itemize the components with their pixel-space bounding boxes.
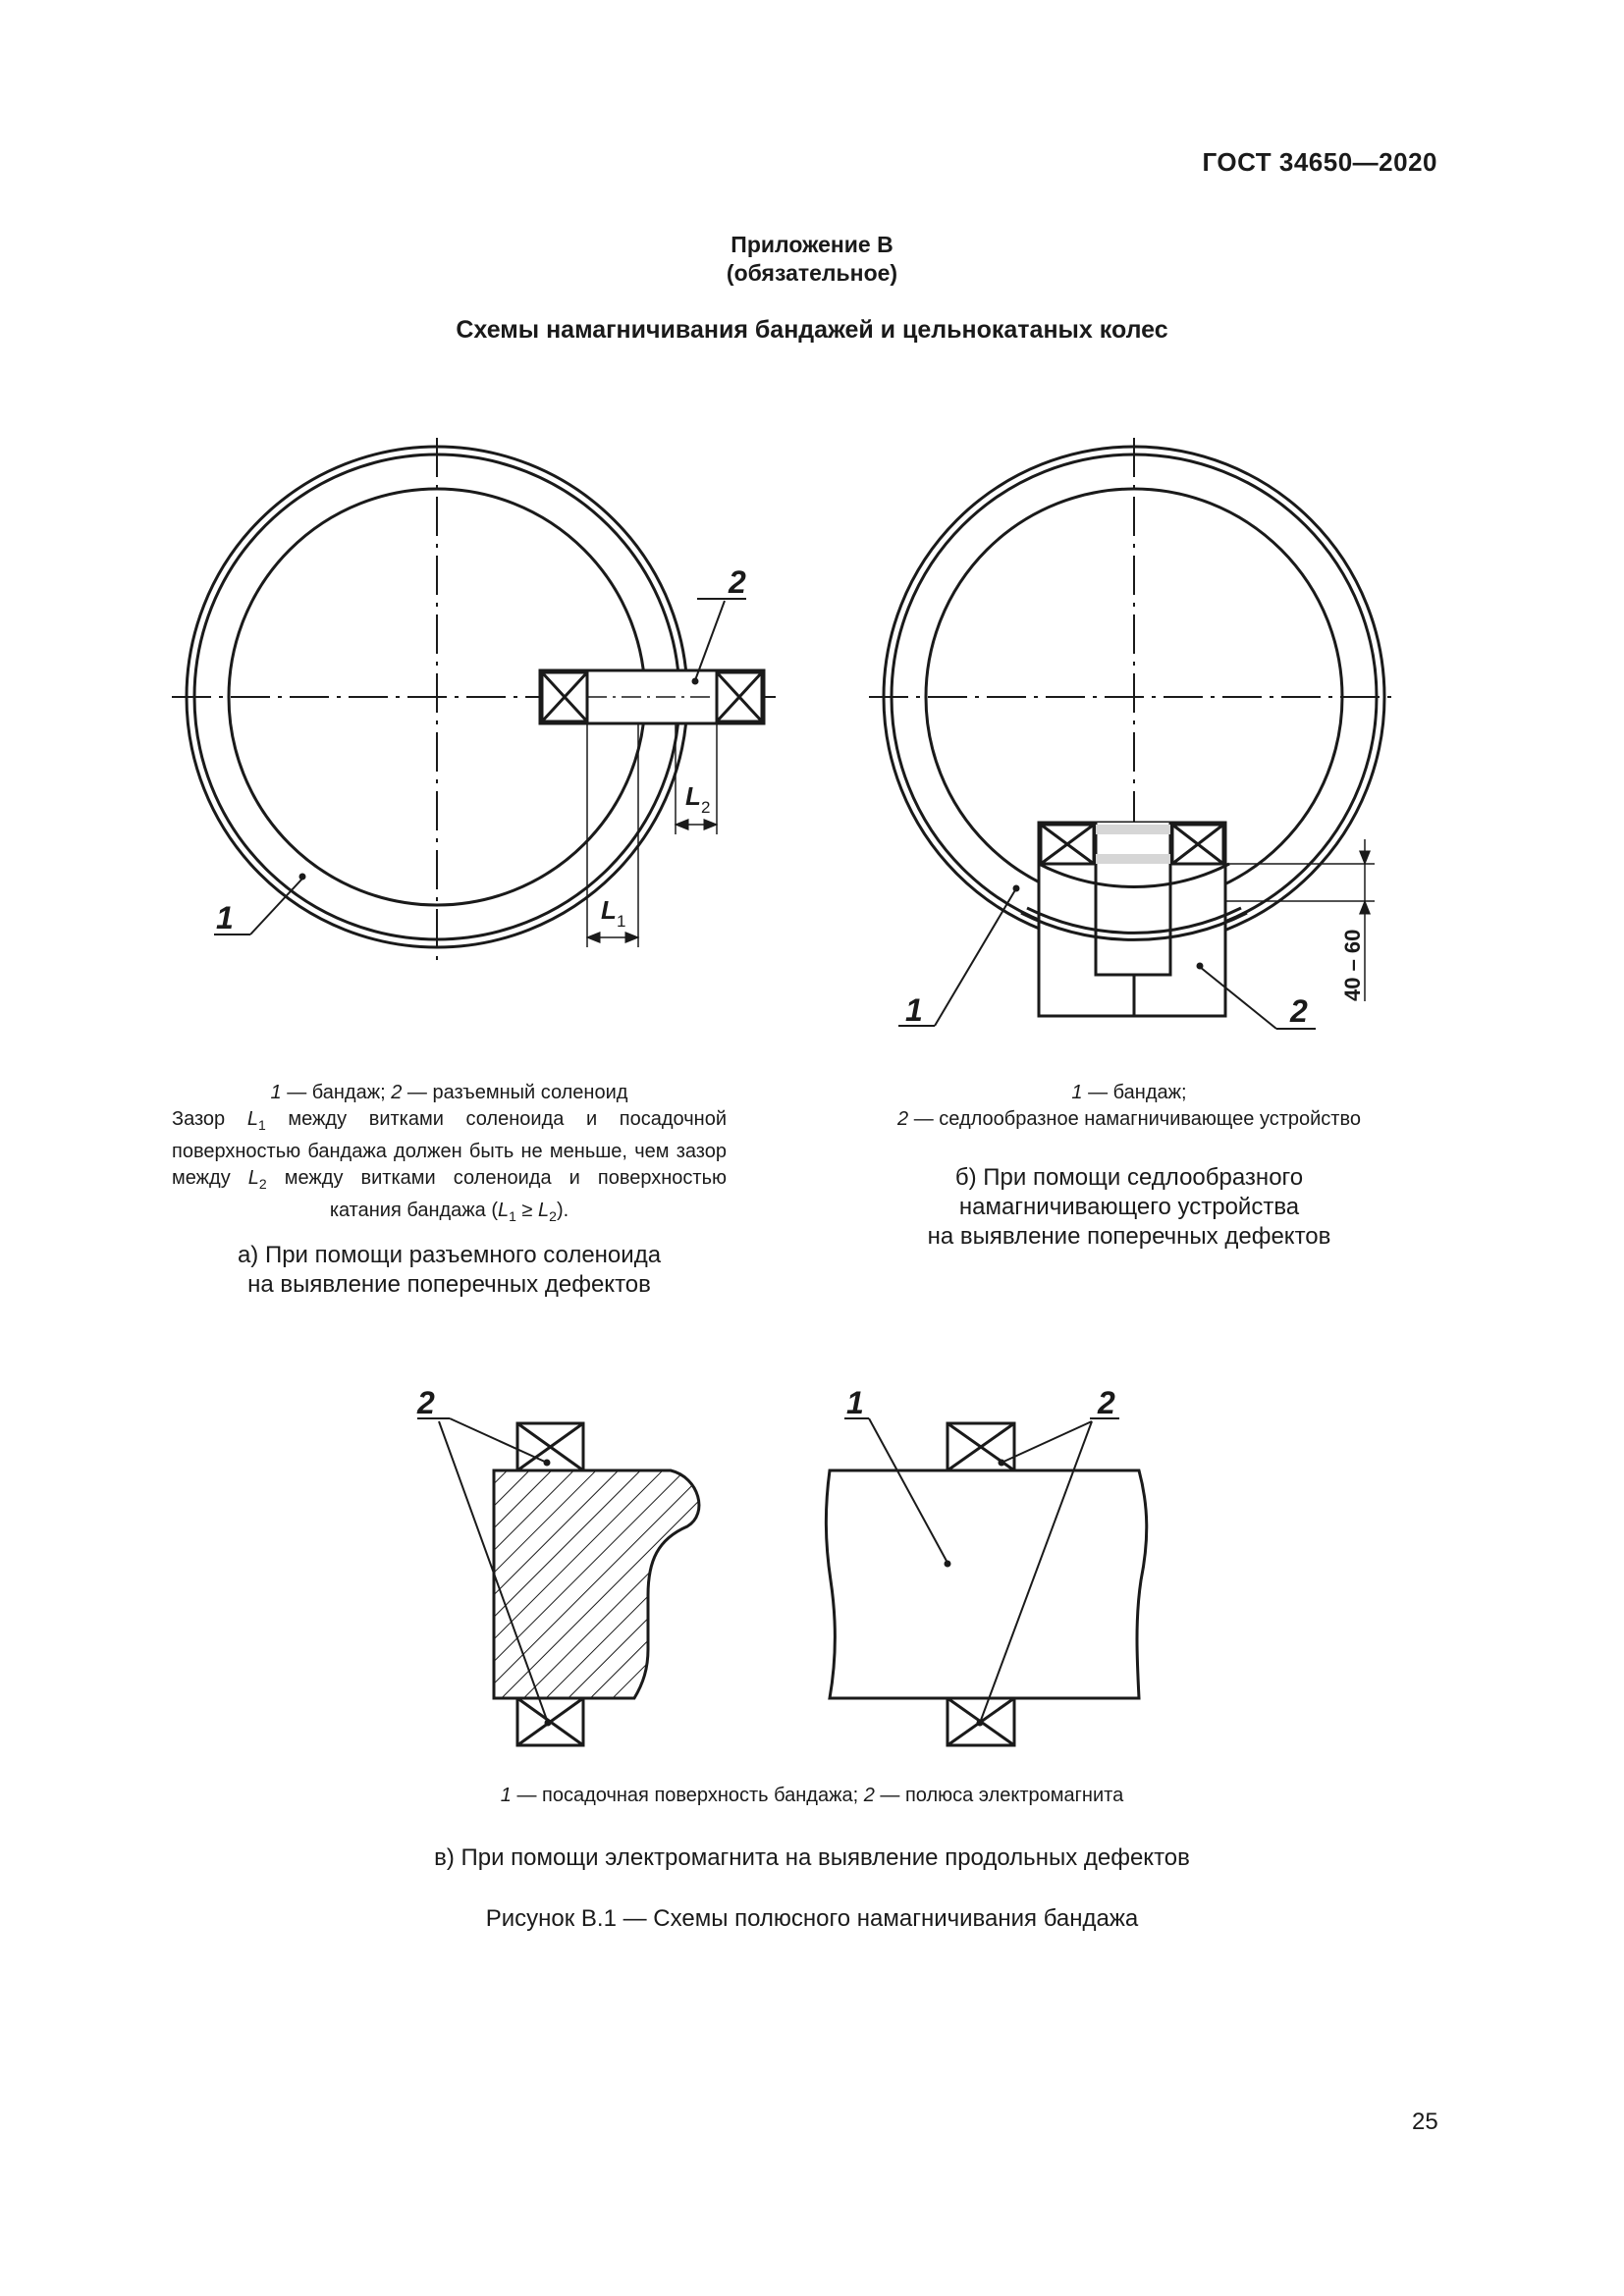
legend-a: 1 — бандаж; 2 — разъемный соленоид — [270, 1082, 628, 1103]
label-l1: L — [601, 895, 617, 925]
label-l1-sub: 1 — [617, 912, 626, 931]
callout-2-b: 2 — [1290, 993, 1308, 1029]
label-40-60: 40 – 60 — [1340, 929, 1365, 1001]
subcaption-c: в) При помощи электромагнита на выявление продольных дефектов — [434, 1844, 1190, 1871]
legend-c: 1 — посадочная поверхность бандажа; 2 — полюса электромагнита — [500, 1785, 1124, 1806]
figure-a-drawing — [172, 438, 776, 960]
page-number: 25 — [1412, 2109, 1438, 2135]
callout-1-a: 1 — [216, 900, 234, 935]
subcaption-a: а) При помощи разъемного соленоида на выявление поперечных дефектов — [237, 1242, 662, 1298]
solenoid-body — [540, 670, 764, 723]
callout-2-c-right: 2 — [1098, 1385, 1115, 1420]
note-a: Зазор $L_1$ между витками соленоида и посадочной поверхностью бандажа должен быть не меньше, чем зазор между $L_2$ между витками соленоида и поверхностью катания бандажа $(L_1 \ge L_2)$. — [172, 1108, 727, 1224]
figure-c-left-drawing — [417, 1418, 699, 1745]
legend-b: 1 — бандаж; 2 — седлообразное намагничивающее устройство — [897, 1082, 1361, 1130]
subcaption-b: б) При помощи седлообразного намагничивающего устройства на выявление поперечных дефектов — [927, 1164, 1331, 1250]
bandage-section — [494, 1470, 699, 1698]
document-header: ГОСТ 34650—2020 — [1202, 147, 1437, 177]
figure-caption: Рисунок В.1 — Схемы полюсного намагничивания бандажа — [485, 1905, 1139, 1932]
appendix-title: Приложение В — [731, 232, 893, 257]
callout-1-c: 1 — [846, 1385, 864, 1420]
label-l2: L — [685, 781, 701, 811]
figure-c-right-drawing — [826, 1418, 1146, 1745]
appendix-status: (обязательное) — [726, 260, 898, 286]
callout-1-b: 1 — [905, 992, 923, 1028]
section-title: Схемы намагничивания бандажей и цельнокатаных колес — [456, 316, 1168, 344]
callout-2-c-left: 2 — [417, 1385, 435, 1420]
callout-2-a: 2 — [729, 564, 746, 600]
seating-surface-section — [826, 1470, 1146, 1698]
figure-b-drawing — [869, 438, 1394, 1029]
label-l2-sub: 2 — [701, 798, 711, 817]
